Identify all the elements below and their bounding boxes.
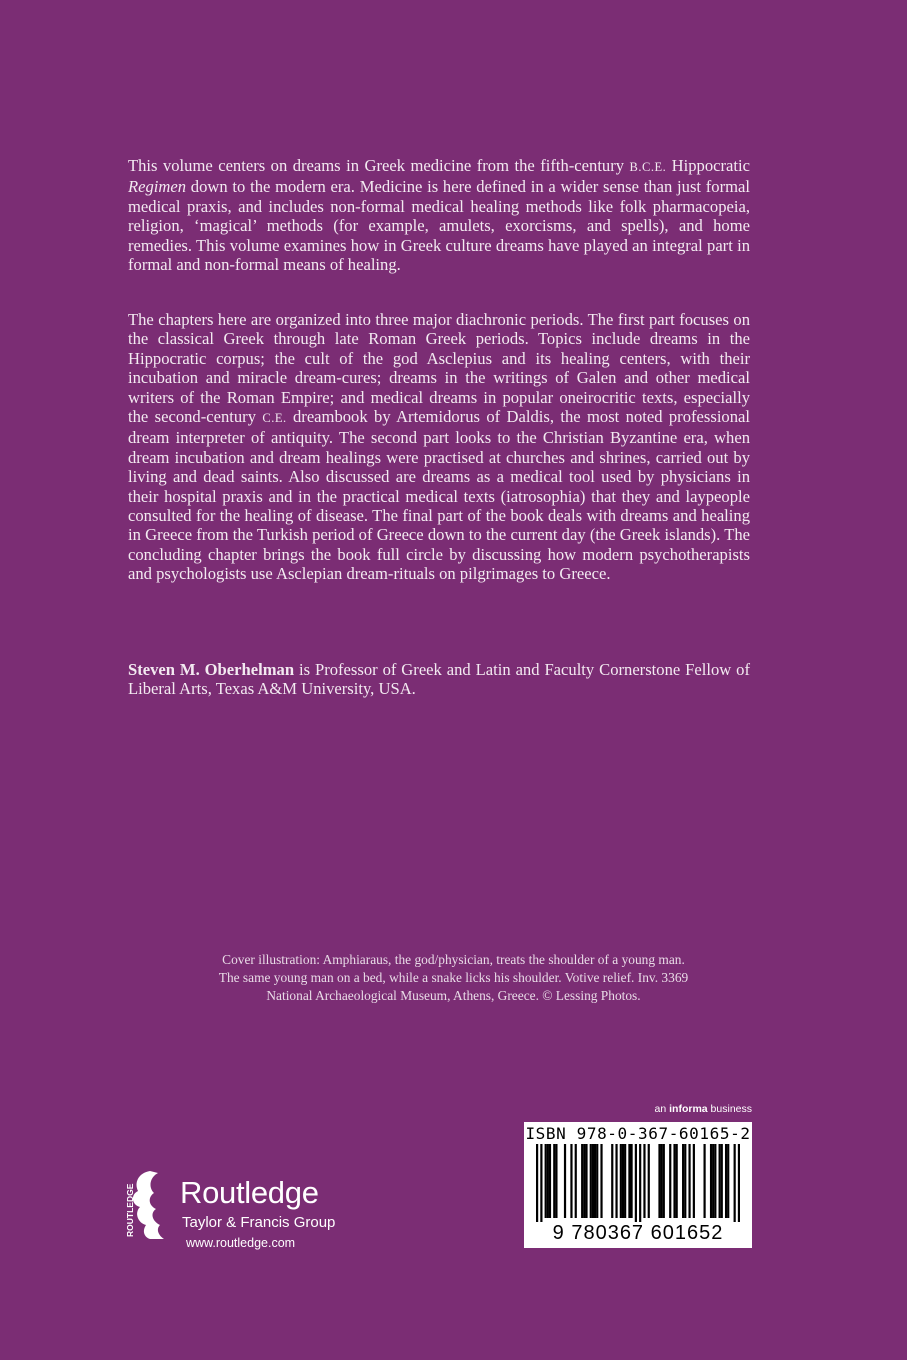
barcode-bar [719,1144,721,1218]
informa-business-tagline: an informa business [654,1103,752,1115]
barcode-bar [583,1144,585,1218]
barcode-bar [734,1144,736,1222]
cover-illustration-caption [170,951,737,1005]
routledge-logo [120,1167,380,1250]
barcode-bar [693,1144,695,1218]
barcode-bar [714,1144,716,1218]
barcode-bar [682,1144,684,1218]
barcode-bar [581,1144,583,1218]
routledge-logo-icon [120,1167,176,1239]
barcode-bar [594,1144,596,1218]
author-bio [128,660,750,699]
barcode-bar [547,1144,549,1218]
barcode-bar [710,1144,712,1218]
description-text: The chapters here are organized into three major diachronic periods. The first part focuses on the classical Greek through late Roman Greek periods. Topics include dreams in the Hippocratic corpus; the cult of the god Asclepius and its healing centers, with their incubation and miracle dream-cures; dreams in the writings of Galen and other medical writers of the Roman Empire; and medical dreams in popular oneirocritic texts, especially the second-century [128,310,750,427]
publisher-name: Routledge [180,1175,319,1210]
barcode-bar [615,1144,617,1218]
barcode-bar [555,1144,557,1218]
isbn-barcode [524,1122,752,1248]
barcode-bar [585,1144,587,1218]
description-text: dreambook by Artemidorus of Daldis, the most noted professional dream interpreter of antiquity. The second part looks to the Christian Byzantine era, when dream incubation and dream healings were practised at churches and shrines, carried out by living and dead saints. Also discussed are dreams as a medical tool used by physicians in their hospital praxis and in the practical medical texts (iatrosophia) that they and laypeople consulted for the healing of disease. The final part of the book deals with dreams and healing in Greece from the Turkish period of Greece down to the current day (the Greek islands). The concluding chapter brings the book full circle by discussing how modern psychotherapists and psychologists use Asclepian dream-rituals on pilgrimages to Greece. [128,407,750,584]
regimen-title: Regimen [128,177,187,197]
barcode-bar [600,1144,602,1218]
publisher-group: Taylor & Francis Group [182,1214,336,1231]
svg-text:ROUTLEDGE: ROUTLEDGE [125,1183,135,1237]
author-bio-text: is Professor of Greek and Latin and Faculty Cornerstone Fellow of Liberal Arts, Texas A&M University, USA. [128,660,750,699]
description-paragraph-1 [128,156,750,274]
barcode-bar [592,1144,594,1218]
barcode-bar [540,1144,542,1222]
barcode-digits: 9 780367 601652 [552,1222,724,1244]
barcode-bar [536,1144,538,1222]
era-abbrev: C.E. [262,411,287,426]
barcode-bar [545,1144,547,1218]
barcode-bar [712,1144,714,1218]
barcode-bar [738,1144,740,1222]
barcode-bar [727,1144,729,1218]
barcode-bar [622,1144,624,1218]
barcode-bar [635,1144,637,1222]
barcode-bar [676,1144,678,1218]
description-paragraph-2 [128,310,750,584]
barcode-bar [624,1144,626,1218]
informa-brand: informa [669,1103,708,1115]
barcode-bar [669,1144,671,1218]
era-abbrev: B.C.E. [629,160,667,174]
barcode-bar [564,1144,566,1218]
author-name: Steven M. Oberhelman [128,660,295,679]
barcode-bar [703,1144,705,1218]
barcode-bar [643,1144,645,1218]
barcode-bar [596,1144,598,1218]
description-text: down to the modern era. Medicine is here defined in a wider sense than just formal medical praxis, and includes non-formal medical healing methods like folk pharmacopeia, religion, ‘magical’ methods (for example, amulets, exorcisms, and spells), and home remedies. This volume examines how in Greek culture dreams have played an integral part in formal and non-formal means of healing. [128,177,750,275]
caption-line: National Archaeological Museum, Athens, Greece. © Lessing Photos. [266,988,641,1003]
barcode-bar [590,1144,592,1218]
description-text: Hippocratic [666,156,750,175]
barcode-bar [639,1144,641,1222]
barcode-bar [663,1144,665,1218]
barcode-bar [553,1144,555,1218]
publisher-url: www.routledge.com [186,1236,296,1250]
barcode-bar [673,1144,675,1218]
barcode-bar [648,1144,650,1218]
barcode-bar [628,1144,630,1218]
caption-line: The same young man on a bed, while a snake licks his shoulder. Votive relief. Inv. 3369 [218,970,689,985]
barcode-bar [721,1144,723,1218]
caption-line: Cover illustration: Amphiaraus, the god/physician, treats the shoulder of a young man. [222,952,685,967]
barcode-bar [725,1144,727,1218]
barcode-bar [688,1144,690,1218]
isbn-label: ISBN 978-0-367-60165-2 [525,1124,751,1143]
barcode-bars [536,1144,740,1222]
barcode-bar [611,1144,613,1218]
barcode-bar [661,1144,663,1218]
barcode-bar [630,1144,632,1218]
barcode-bar [549,1144,551,1218]
barcode-bar [570,1144,572,1218]
barcode-bar [684,1144,686,1218]
barcode-bar [658,1144,660,1218]
barcode-bar [620,1144,622,1218]
description-text: This volume centers on dreams in Greek medicine from the fifth-century [128,156,630,175]
barcode-bar [575,1144,577,1218]
